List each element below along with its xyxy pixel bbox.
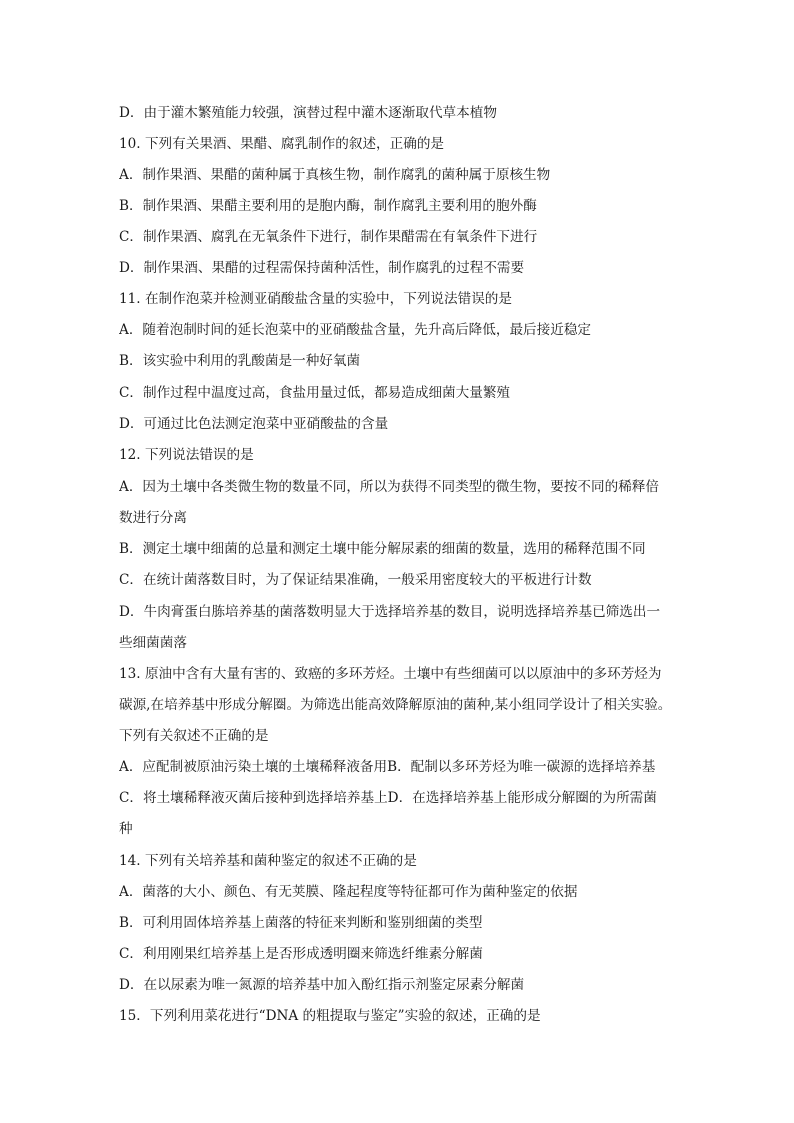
question-11-option-d: D．可通过比色法测定泡菜中亚硝酸盐的含量 <box>119 416 389 432</box>
question-10-option-d: D．制作果酒、果醋的过程需保持菌种活性，制作腐乳的过程不需要 <box>119 260 525 276</box>
question-13-options-cd: C．将土壤稀释液灭菌后接种到选择培养基上D．在选择培养基上能形成分解圈的为所需菌 <box>119 790 657 806</box>
question-12-option-d: D．牛肉膏蛋白胨培养基的菌落数明显大于选择培养基的数目，说明选择培养基已筛选出一 <box>119 604 661 620</box>
question-10-option-b: B．制作果酒、果醋主要利用的是胞内酶，制作腐乳主要利用的胞外酶 <box>119 198 537 214</box>
question-14-option-c: C．利用刚果红培养基上是否形成透明圈来筛选纤维素分解菌 <box>119 946 483 962</box>
question-10-option-a: A．制作果酒、果醋的菌种属于真核生物，制作腐乳的菌种属于原核生物 <box>119 167 551 183</box>
question-13-stem-end: 下列有关叙述不正确的是 <box>119 728 269 744</box>
text-line: D．由于灌木繁殖能力较强，演替过程中灌木逐渐取代草本植物 <box>119 105 497 121</box>
question-10-stem: 10. 下列有关果酒、果醋、腐乳制作的叙述，正确的是 <box>119 136 445 152</box>
question-14-option-a: A．菌落的大小、颜色、有无荚膜、隆起程度等特征都可作为菌种鉴定的依据 <box>119 884 578 900</box>
question-13-stem-cont: 碳源,在培养基中形成分解圈。为筛选出能高效降解原油的菌种,某小组同学设计了相关实验。 <box>119 697 672 713</box>
question-12-stem: 12. 下列说法错误的是 <box>119 447 254 463</box>
question-11-stem: 11. 在制作泡菜并检测亚硝酸盐含量的实验中，下列说法错误的是 <box>119 291 512 307</box>
question-11-option-a: A．随着泡制时间的延长泡菜中的亚硝酸盐含量，先升高后降低，最后接近稳定 <box>119 322 592 338</box>
question-12-option-a-cont: 数进行分离 <box>119 510 187 526</box>
question-12-option-d-cont: 些细菌菌落 <box>119 635 187 651</box>
question-11-option-c: C．制作过程中温度过高，食盐用量过低，都易造成细菌大量繁殖 <box>119 385 511 401</box>
question-14-stem: 14. 下列有关培养基和菌种鉴定的叙述不正确的是 <box>119 853 417 869</box>
question-15-stem: 15．下列利用菜花进行“DNA 的粗提取与鉴定”实验的叙述，正确的是 <box>119 1008 541 1024</box>
question-10-option-c: C．制作果酒、腐乳在无氧条件下进行，制作果醋需在有氧条件下进行 <box>119 229 538 245</box>
question-12-option-c: C．在统计菌落数目时，为了保证结果准确，一般采用密度较大的平板进行计数 <box>119 572 592 588</box>
question-14-option-d: D．在以尿素为唯一氮源的培养基中加入酚红指示剂鉴定尿素分解菌 <box>119 977 525 993</box>
question-14-option-b: B．可利用固体培养基上菌落的特征来判断和鉴别细菌的类型 <box>119 915 483 931</box>
question-13-options-cd-cont: 种 <box>119 821 133 837</box>
question-12-option-b: B．测定土壤中细菌的总量和测定土壤中能分解尿素的细菌的数量，选用的稀释范围不同 <box>119 541 646 557</box>
question-12-option-a: A．因为土壤中各类微生物的数量不同，所以为获得不同类型的微生物，要按不同的稀释倍 <box>119 479 659 495</box>
question-13-stem: 13. 原油中含有大量有害的、致癌的多环芳烃。土壤中有些细菌可以以原油中的多环芳烃为 <box>119 666 662 682</box>
question-11-option-b: B．该实验中利用的乳酸菌是一种好氧菌 <box>119 353 361 369</box>
question-13-options-ab: A．应配制被原油污染土壤的土壤稀释液备用B．配制以多环芳烃为唯一碳源的选择培养基 <box>119 759 656 775</box>
